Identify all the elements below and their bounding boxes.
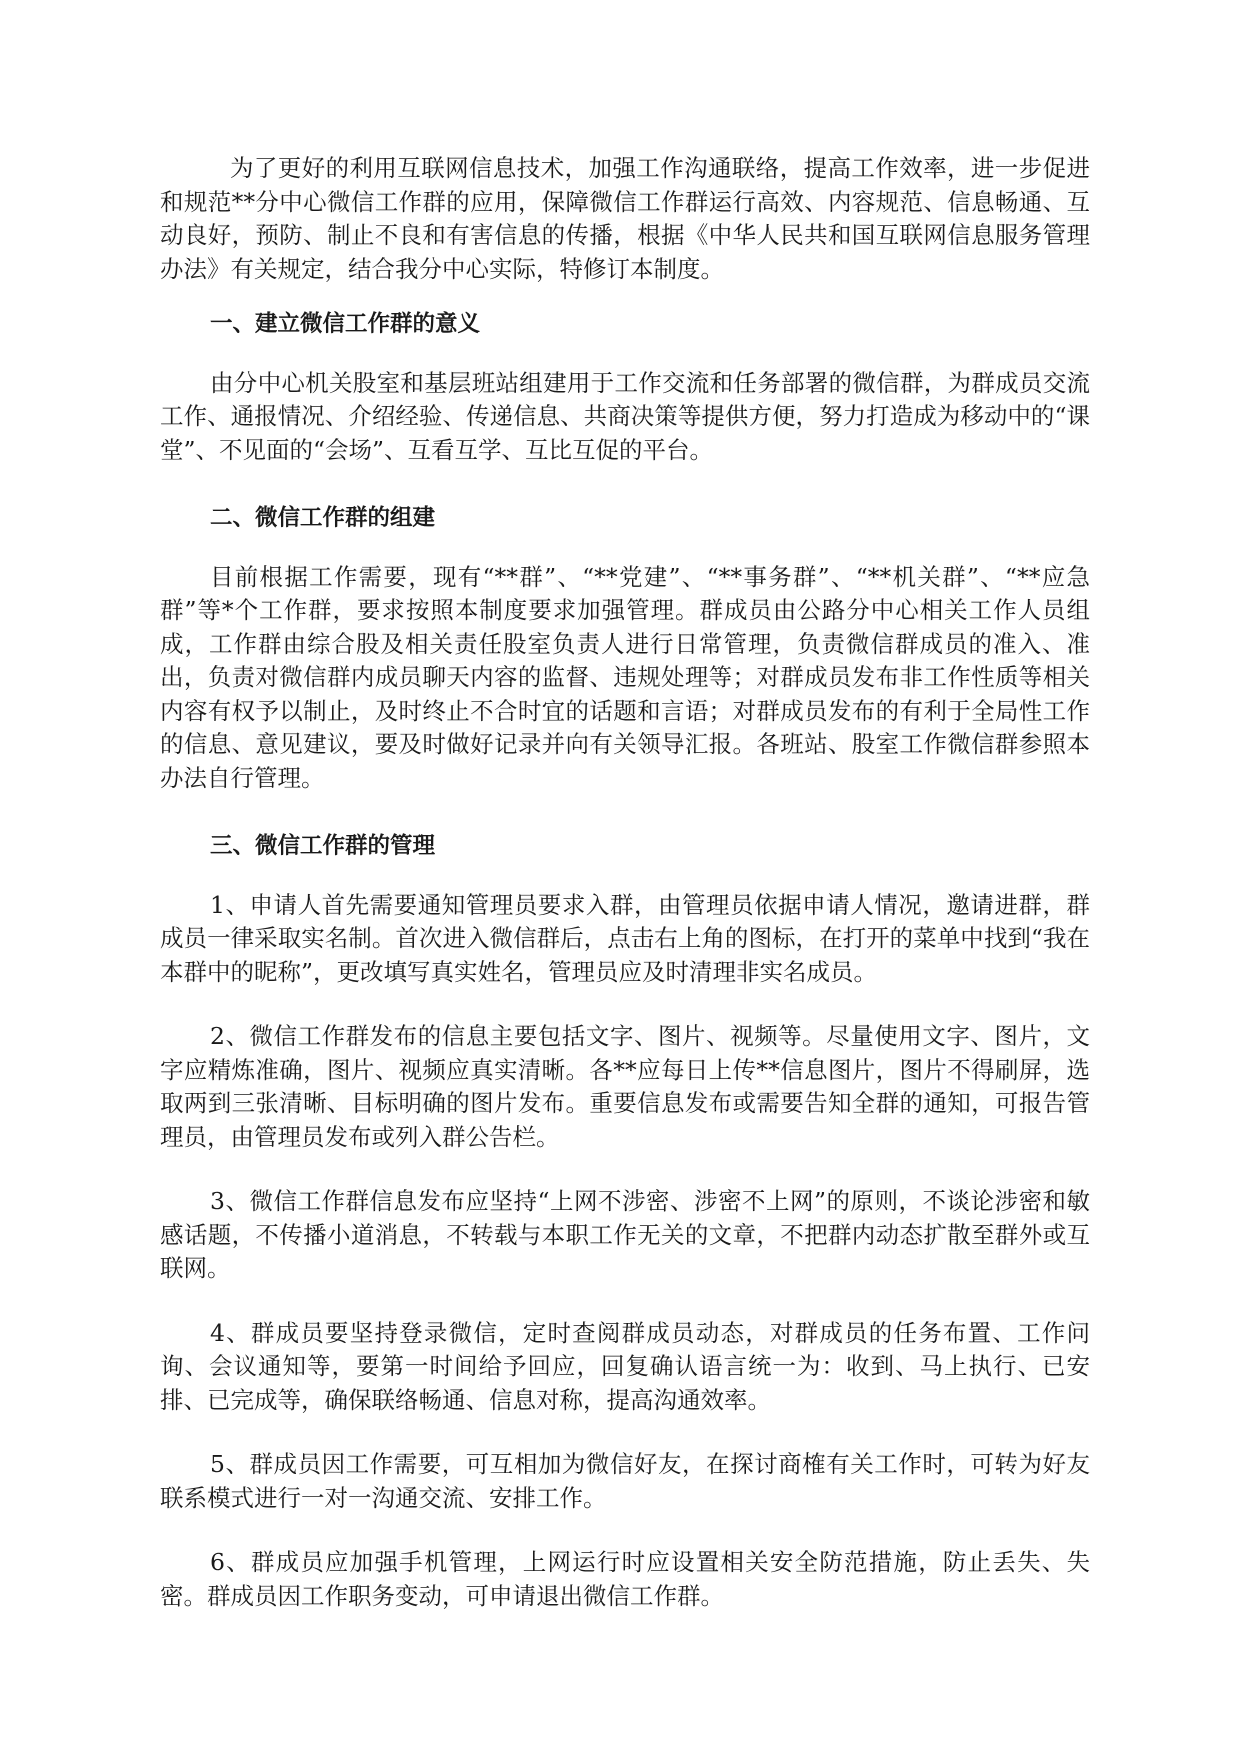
management-item-3: 3、微信工作群信息发布应坚持“上网不涉密、涉密不上网”的原则，不谈论涉密和敏感话题，不传播小道消息，不转载与本职工作无关的文章，不把群内动态扩散至群外或互联网。 — [160, 1187, 1090, 1282]
management-item-2: 2、微信工作群发布的信息主要包括文字、图片、视频等。尽量使用文字、图片，文字应精炼准确，图片、视频应真实清晰。各**应每日上传**信息图片，图片不得刷屏，选取两到三张清晰、目标明确的图片发布。重要信息发布或需要告知全群的通知，可报告管理员，由管理员发布或列入群公告栏。 — [160, 1022, 1090, 1151]
section-heading-1: 一、建立微信工作群的意义 — [210, 311, 481, 337]
intro-paragraph: 为了更好的利用互联网信息技术，加强工作沟通联络，提高工作效率，进一步促进和规范**分中心微信工作群的应用，保障微信工作群运行高效、内容规范、信息畅通、互动良好，预防、制止不良和有害信息的传播，根据《中华人民共和国互联网信息服务管理办法》有关规定，结合我分中心实际，特修订本制度。 — [160, 154, 1090, 283]
section-body-2: 目前根据工作需要，现有“**群”、“**党建”、“**事务群”、“**机关群”、“**应急群”等*个工作群，要求按照本制度要求加强管理。群成员由公路分中心相关工作人员组成，工作群由综合股及相关责任股室负责人进行日常管理，负责微信群成员的准入、准出，负责对微信群内成员聊天内容的监督、违规处理等；对群成员发布非工作性质等相关内容有权予以制止，及时终止不合时宜的话题和言语；对群成员发布的有利于全局性工作的信息、意见建议，要及时做好记录并向有关领导汇报。各班站、股室工作微信群参照本办法自行管理。 — [160, 562, 1090, 792]
management-item-5: 5、群成员因工作需要，可互相加为微信好友，在探讨商榷有关工作时，可转为好友联系模式进行一对一沟通交流、安排工作。 — [160, 1450, 1090, 1512]
section-body-1: 由分中心机关股室和基层班站组建用于工作交流和任务部署的微信群，为群成员交流工作、通报情况、介绍经验、传递信息、共商决策等提供方便，努力打造成为移动中的“课堂”、不见面的“会场”、互看互学、互比互促的平台。 — [160, 368, 1090, 464]
section-heading-3: 三、微信工作群的管理 — [210, 833, 436, 859]
management-item-4: 4、群成员要坚持登录微信，定时查阅群成员动态，对群成员的任务布置、工作问询、会议通知等，要第一时间给予回应，回复确认语言统一为：收到、马上执行、已安排、已完成等，确保联络畅通、信息对称，提高沟通效率。 — [160, 1318, 1090, 1414]
section-heading-2: 二、微信工作群的组建 — [210, 505, 436, 531]
management-item-6: 6、群成员应加强手机管理，上网运行时应设置相关安全防范措施，防止丢失、失密。群成员因工作职务变动，可申请退出微信工作群。 — [160, 1548, 1090, 1610]
document-body — [160, 152, 1090, 1613]
management-item-1: 1、申请人首先需要通知管理员要求入群，由管理员依据申请人情况，邀请进群，群成员一律采取实名制。首次进入微信群后，点击右上角的图标，在打开的菜单中找到“我在本群中的昵称”，更改填写真实姓名，管理员应及时清理非实名成员。 — [160, 890, 1090, 986]
